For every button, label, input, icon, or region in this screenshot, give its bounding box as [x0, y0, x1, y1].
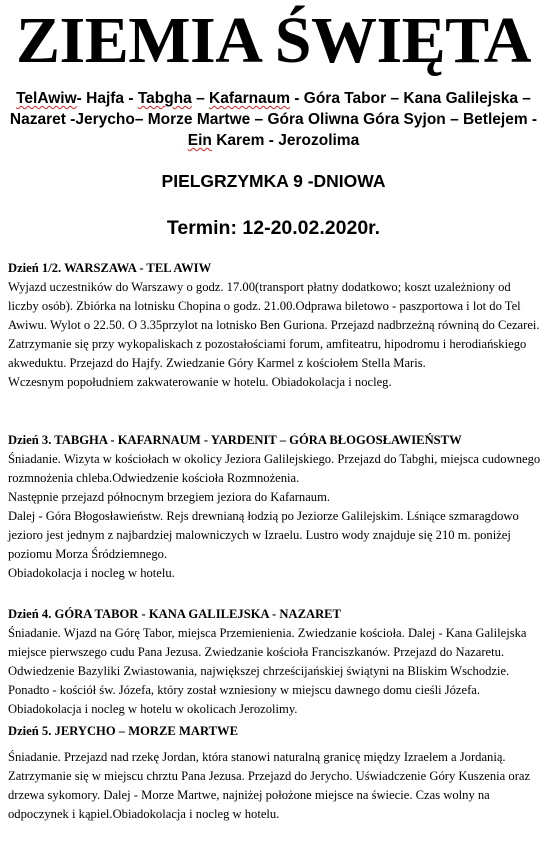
date-range: Termin: 12-20.02.2020r. [166, 217, 381, 239]
day-paragraph: Śniadanie. Wjazd na Górę Tabor, miejsca Przemienienia. Zwiedzanie kościoła. Dalej - Kana Galilejska miejsce pierwszego cudu Pana Jezusa. Zwiedzanie kościoła Franciszkanów. Przejazd do Nazaretu. Odwiedzenie Bazyliki Zwiastowania, największej chrześcijańskiej świątyni na Bliskim Wschodzie. Ponadto - kościół św. Józefa, który został wzniesiony w miejscu dawnego domu cieśli Józefa. Obiadokolacja i nocleg w hotelu w okolicach Jerozolimy. [8, 626, 527, 716]
day-description [8, 450, 542, 583]
day-paragraph: Śniadanie. Wizyta w kościołach w okolicy Jeziora Galilejskiego. Przejazd do Tabghi, miejsca cudownego rozmnożenia chleba.Odwiedzenie kościoła Rozmnożenia. [8, 452, 541, 485]
day-paragraph: Dalej - Góra Błogosławieństw. Rejs drewnianą łodzią po Jeziorze Galilejskim. Lśniące szmaragdowo jezioro jest jednym z najbardziej malowniczych w Izraelu. Lustro wody znajduje się 210 m. poniżej poziomu Morza Śródziemnego. [8, 509, 519, 561]
route-segment: Ein [187, 132, 212, 149]
day-description [8, 278, 542, 392]
page-title: ZIEMIA ŚWIĘTA [16, 4, 531, 77]
day-section-5 [8, 722, 542, 824]
day-description [8, 748, 542, 824]
day-heading: Dzień 5. JERYCHO – MORZE MARTWE [8, 724, 238, 738]
day-section-3 [8, 431, 542, 583]
route-segment: Kafarnaum [209, 90, 290, 107]
route-segment: – [191, 90, 210, 107]
route-segment: TelAwiw [16, 90, 77, 107]
day-paragraph: Wyjazd uczestników do Warszawy o godz. 17.00(transport płatny dodatkowo; koszt uzależniony od liczby osób). Zbiórka na lotnisku Chopina o godz. 21.00.Odprawa biletowo - paszportowa i lot do Tel Awiwu. Wylot o 22.50. O 3.35przylot na lotnisko Ben Guriona. Przejazd nadbrzeżną równiną do Cezarei. Zatrzymanie się przy wykopaliskach z pozostałościami forum, amfiteatru, hipodromu i herodiańskiego akweduktu. Przejazd do Hajfy. Zwiedzanie Góry Karmel z kościołem Stella Maris. [8, 280, 540, 370]
day-heading: Dzień 3. TABGHA - KAFARNAUM - YARDENIT – GÓRA BŁOGOSŁAWIEŃSTW [8, 433, 462, 447]
pilgrimage-subtitle: PIELGRZYMKA 9 -DNIOWA [161, 171, 386, 191]
day-paragraph: Wczesnym popołudniem zakwaterowanie w hotelu. Obiadokolacja i nocleg. [8, 375, 392, 389]
route-list [8, 88, 539, 151]
day-description [8, 624, 542, 719]
day-paragraph: Obiadokolacja i nocleg w hotelu. [8, 566, 175, 580]
route-segment: Karem - Jerozolima [211, 132, 360, 149]
route-segment: - Góra Tabor – Kana Galilejska – Nazaret -Jerycho– Morze Martwe – Góra Oliwna Góra Syjon – Betlejem - [9, 90, 538, 128]
day-paragraph: Śniadanie. Przejazd nad rzekę Jordan, która stanowi naturalną granicę między Izraelem a Jordanią. Zatrzymanie się w miejscu chrztu Pana Jezusa. Przejazd do Jerycho. Uświadczenie Góry Kuszenia oraz drzewa sykomory. Dalej - Morze Martwe, najniżej położone miejsce na świecie. Czas wolny na odpoczynek i kąpiel.Obiadokolacja i nocleg w hotelu. [8, 750, 531, 821]
day-heading: Dzień 4. GÓRA TABOR - KANA GALILEJSKA - NAZARET [8, 607, 341, 621]
day-heading: Dzień 1/2. WARSZAWA - TEL AWIW [8, 261, 212, 275]
route-segment: Tabgha [137, 90, 192, 107]
day-paragraph: Następnie przejazd północnym brzegiem jeziora do Kafarnaum. [8, 490, 331, 504]
route-segment: - Hajfa - [76, 90, 138, 107]
day-section-4 [8, 605, 542, 719]
day-section-1-2 [8, 259, 542, 392]
